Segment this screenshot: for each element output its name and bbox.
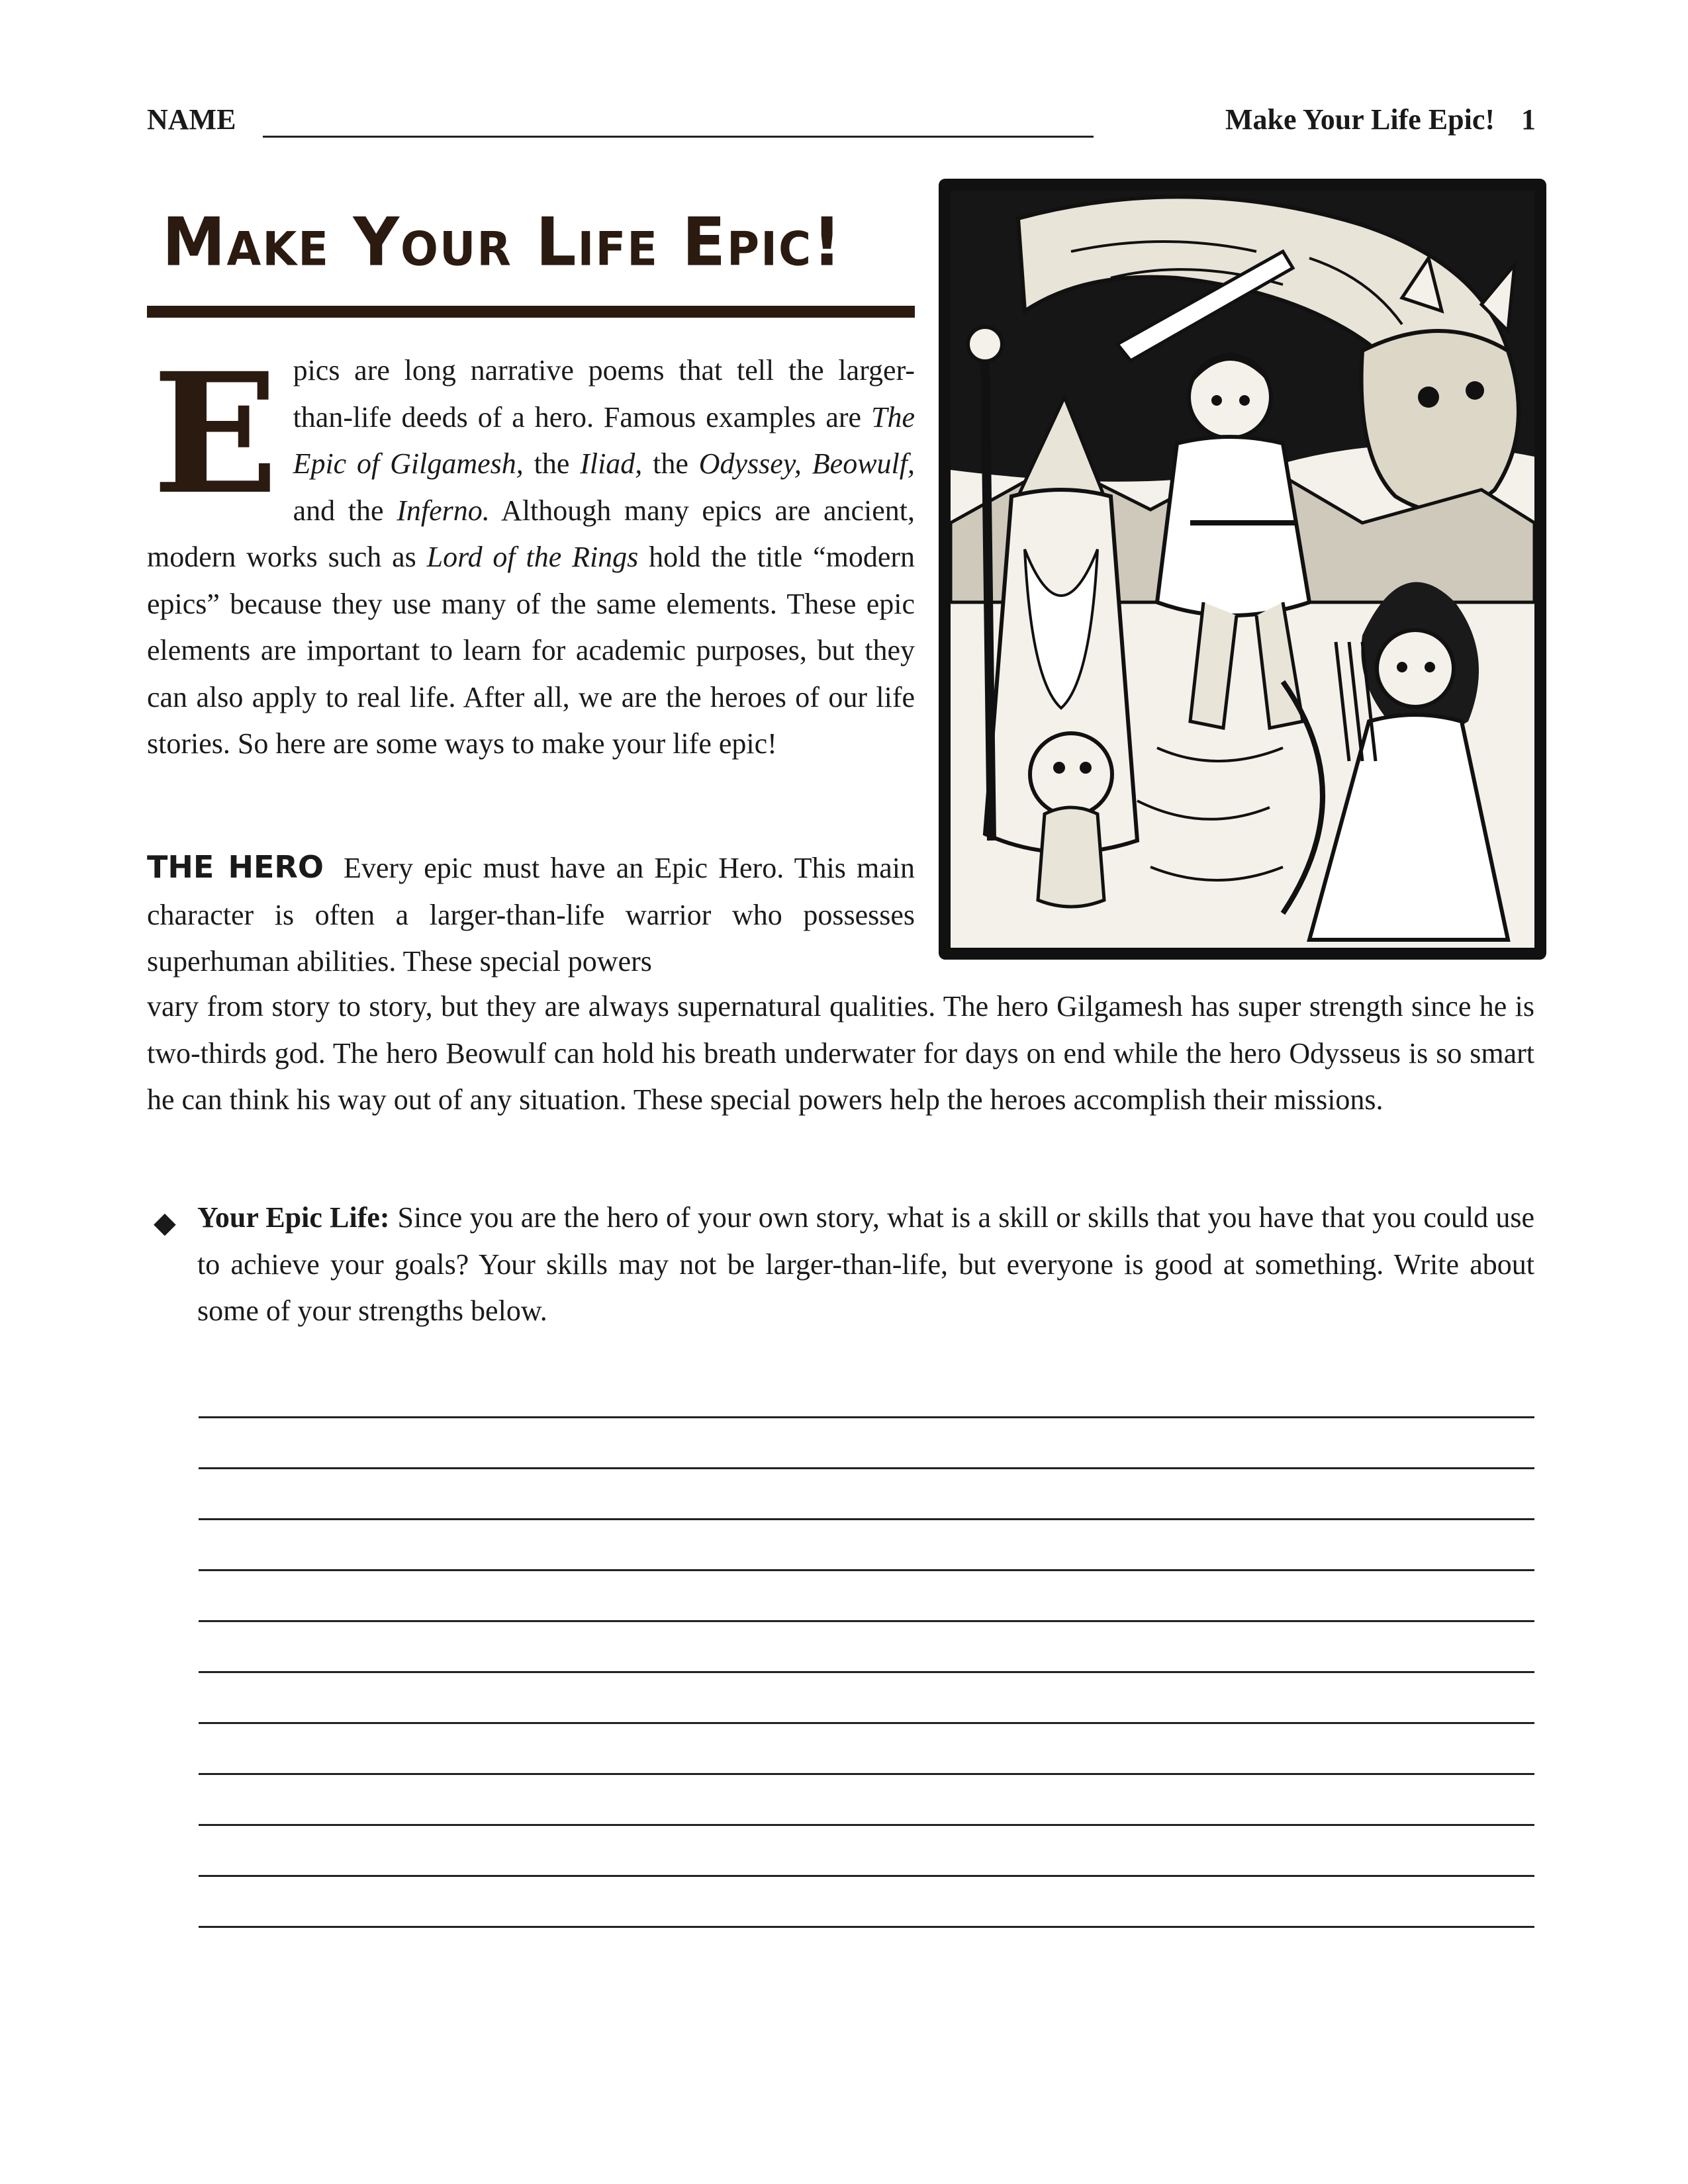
intro-text: and the (293, 494, 397, 527)
answer-line[interactable] (199, 1416, 1534, 1418)
hero-section (147, 844, 915, 985)
work-title: Lord of the Rings (426, 541, 639, 573)
intro-text (802, 447, 812, 480)
answer-line[interactable] (199, 1926, 1534, 1928)
answer-line[interactable] (199, 1569, 1534, 1571)
work-title: Iliad, (580, 447, 643, 480)
page-header (147, 103, 1536, 142)
answer-line[interactable] (199, 1518, 1534, 1520)
prompt-body (197, 1195, 1534, 1335)
work-title: Beowulf, (812, 447, 915, 480)
your-epic-life-prompt (147, 1195, 1534, 1335)
header-title: Make Your Life Epic! (1225, 103, 1495, 136)
page-number: 1 (1521, 103, 1536, 136)
answer-line[interactable] (199, 1875, 1534, 1877)
answer-line[interactable] (199, 1824, 1534, 1826)
intro-paragraph (147, 336, 915, 824)
drop-cap: E (152, 336, 279, 531)
work-title: Inferno. (397, 494, 490, 527)
answer-line[interactable] (199, 1773, 1534, 1775)
name-label: NAME (147, 103, 236, 136)
title-divider (147, 306, 915, 318)
answer-line[interactable] (199, 1671, 1534, 1673)
intro-text: pics are long narrative poems that tell the larger-than-life deeds of a hero. Famous examples are (293, 354, 915, 433)
intro-text: Although many epics are ancient, modern works such as (147, 494, 915, 573)
answer-line[interactable] (199, 1722, 1534, 1724)
work-title: The Epic of Gilgamesh, (293, 400, 915, 480)
answer-line[interactable] (199, 1620, 1534, 1622)
intro-text: the (523, 447, 581, 480)
epic-heroes-illustration (939, 179, 1546, 960)
intro-text: hold the title “modern epics” because they use many of the same elements. These epic elements are important to learn for academic purposes, but they can also apply to real life. After all, we are the heroes of our life stories. So here are some ways to make your life epic! (147, 541, 915, 760)
intro-text: the (642, 447, 699, 480)
prompt-label: Your Epic Life: (197, 1201, 390, 1234)
writing-lines (199, 1416, 1534, 1977)
page-title: Make Your Life Epic! (162, 203, 843, 281)
answer-line[interactable] (199, 1467, 1534, 1469)
hero-section-continued: vary from story to story, but they are always supernatural qualities. The hero Gilgamesh has super strength since he is two-thirds god. The hero Beowulf can hold his breath underwater for days on end while the hero Odysseus is so smart he can think his way out of any situation. These special powers help the heroes accomplish their missions. (147, 990, 1534, 1116)
name-field[interactable] (263, 136, 1094, 138)
prompt-text: Since you are the hero of your own story, what is a skill or skills that you have that you could use to achieve your goals? Your skills may not be larger-than-life, but everyone is good at something. Write about some of your strengths below. (197, 1201, 1534, 1327)
hero-text: Every epic must have an Epic Hero. This main character is often a larger-than-life warrior who possesses superhuman abilities. These special powers (147, 852, 915, 978)
diamond-bullet-icon: ◆ (154, 1206, 176, 1239)
work-title: Odyssey, (698, 447, 802, 480)
section-heading-hero: THE HERO (147, 849, 324, 885)
